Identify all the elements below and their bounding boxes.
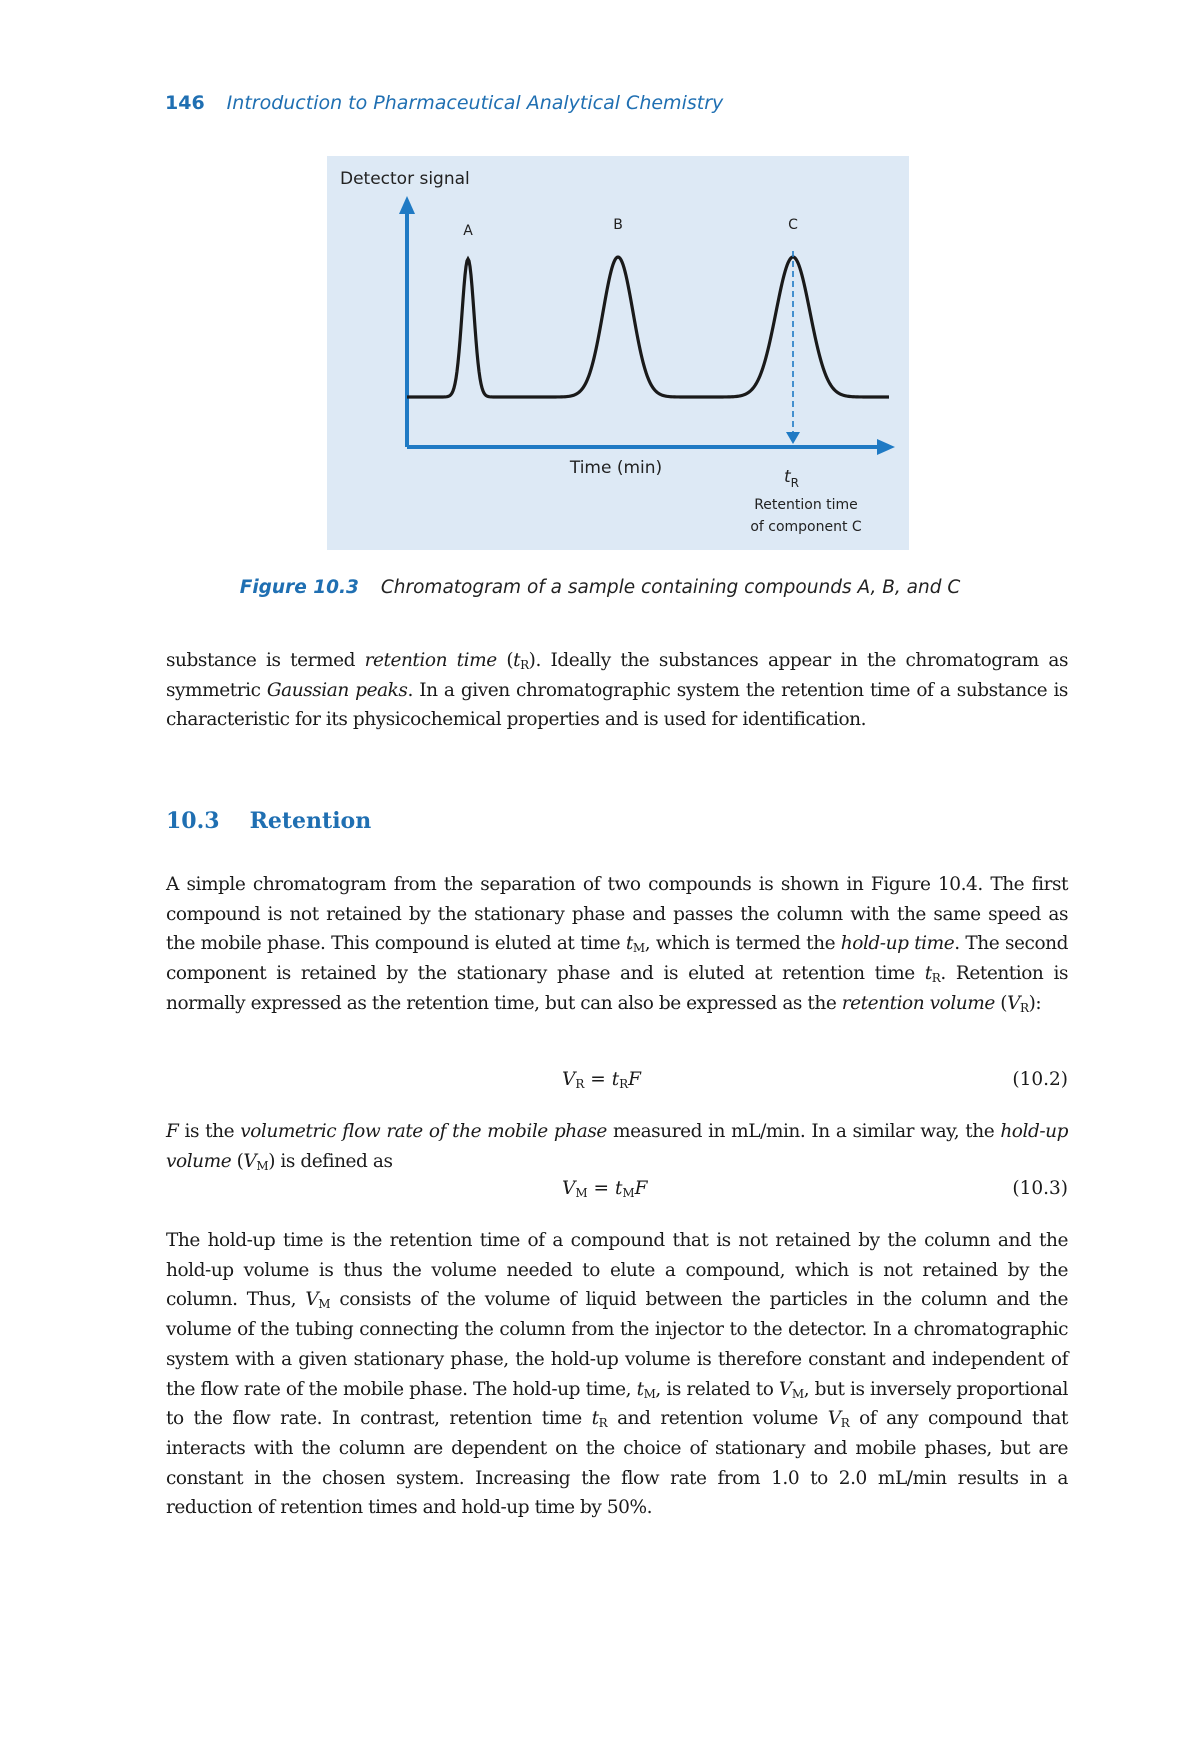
- paragraph-retention-definition: A simple chromatogram from the separation of two compounds is shown in Figure 10.4. The first compound is not retained by the stationary phase and passes the column with the same speed as the mobile phase. This compound is eluted at time $t_M$, which is termed the hold-up time. The second component is retained by the stationary phase and is eluted at retention time $t_R$. Retention is normally expressed as the retention time, but can also be expressed as the retention volume $(V_R)$:: [166, 874, 1068, 1015]
- chromatogram-figure: [327, 156, 909, 550]
- paragraph-holdup-time: The hold-up time is the retention time of a compound that is not retained by the column and the hold-up volume is thus the volume needed to elute a compound, which is not retained by the column. Thus, $V_M$ consists of the volume of liquid between the particles in the column and the volume of the tubing connecting the column from the injector to the detector. In a chromatographic system with a given stationary phase, the hold-up volume is therefore constant and independent of the flow rate of the mobile phase. The hold-up time, $t_M$, is related to $V_M$, but is inversely proportional to the flow rate. In contrast, retention time $t_R$ and retention volume $V_R$ of any compound that interacts with the column are dependent on the choice of stationary and mobile phases, but are constant in the chosen system. Increasing the flow rate from 1.0 to 2.0 mL/min results in a reduction of retention times and hold-up time by 50%.: [166, 1230, 1068, 1519]
- retention-note-line1: Retention time: [754, 497, 858, 513]
- chromatogram-trace: [407, 257, 889, 397]
- equation-10-2: $V_R = t_RF$ (10.2): [562, 1069, 1068, 1091]
- paragraph-holdup-volume: F is the volumetric flow rate of the mobile phase measured in mL/min. In a similar way, the hold-up volume $(V_M)$ is defined as: [166, 1121, 1068, 1173]
- caption-text: Chromatogram of a sample containing compounds A, B, and C: [380, 577, 961, 598]
- equation-number: (10.2): [1012, 1069, 1068, 1090]
- paragraph-retention-intro: substance is termed retention time $(t_R)$. Ideally the substances appear in the chromatogram as symmetric Gaussian peaks. In a given chromatographic system the retention time of a substance is characteristic for its physicochemical properties and is used for identification.: [166, 650, 1069, 731]
- x-axis-arrow-icon: [877, 439, 895, 455]
- figure-caption: [0, 577, 1200, 598]
- section-heading: [166, 808, 371, 834]
- peak-label-b: B: [613, 217, 623, 233]
- page-number: 146: [165, 92, 205, 114]
- peak-label-a: A: [463, 223, 473, 239]
- caption-label: Figure 10.3: [239, 577, 359, 598]
- y-axis-label: Detector signal: [340, 169, 470, 189]
- retention-arrow-icon: [786, 432, 800, 444]
- retention-note-line2: of component C: [750, 519, 862, 535]
- running-head: [165, 92, 723, 114]
- x-axis-label: Time (min): [569, 458, 663, 478]
- equation-10-3: $V_M = t_MF$ (10.3): [562, 1178, 1068, 1200]
- section-number: 10.3: [166, 808, 220, 834]
- retention-symbol: $t_R$: [784, 467, 800, 490]
- section-title: Retention: [249, 808, 372, 834]
- y-axis-arrow-icon: [399, 196, 415, 214]
- book-title: Introduction to Pharmaceutical Analytical Chemistry: [226, 92, 724, 114]
- peak-label-c: C: [788, 217, 798, 233]
- equation-number: (10.3): [1012, 1178, 1068, 1199]
- chromatogram-chart: [327, 156, 909, 550]
